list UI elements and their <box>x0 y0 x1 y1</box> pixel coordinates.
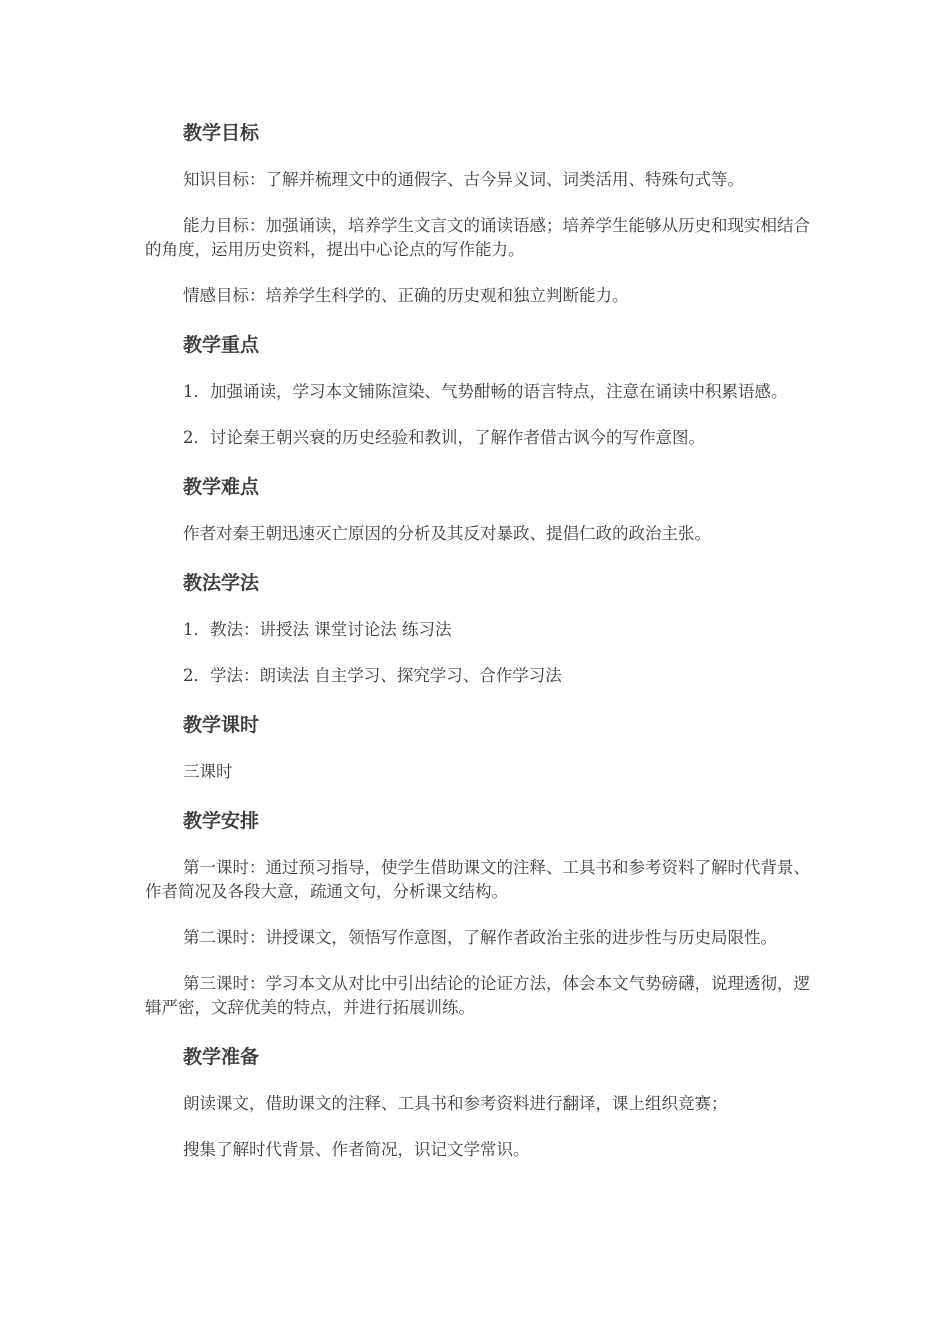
paragraph: 第二课时：讲授课文，领悟写作意图，了解作者政治主张的进步性与历史局限性。 <box>183 928 777 947</box>
section-heading: 教学课时 <box>183 714 260 736</box>
section-teaching-methods <box>145 568 810 688</box>
section-heading: 教学安排 <box>183 810 260 832</box>
section-heading: 教法学法 <box>183 572 260 594</box>
paragraph: 三课时 <box>183 762 233 781</box>
section-teaching-goals <box>145 118 810 308</box>
paragraph: 搜集了解时代背景、作者简况，识记文学常识。 <box>183 1140 530 1159</box>
document-body <box>145 118 810 1184</box>
section-teaching-focus <box>145 330 810 450</box>
paragraph: 第一课时：通过预习指导，使学生借助课文的注释、工具书和参考资料了解时代背景、作者简况及各段大意，疏通文句，分析课文结构。 <box>145 858 810 901</box>
paragraph: 第三课时：学习本文从对比中引出结论的论证方法，体会本文气势磅礴，说理透彻，逻辑严密，文辞优美的特点，并进行拓展训练。 <box>145 974 810 1017</box>
paragraph: 2．学法：朗读法 自主学习、探究学习、合作学习法 <box>183 666 562 685</box>
section-heading: 教学重点 <box>183 334 260 356</box>
paragraph: 情感目标：培养学生科学的、正确的历史观和独立判断能力。 <box>183 286 629 305</box>
section-teaching-difficulty <box>145 472 810 546</box>
paragraph: 能力目标：加强诵读，培养学生文言文的诵读语感；培养学生能够从历史和现实相结合的角度，运用历史资料，提出中心论点的写作能力。 <box>145 216 810 259</box>
section-teaching-schedule <box>145 806 810 1020</box>
section-heading: 教学目标 <box>183 122 260 144</box>
paragraph: 朗读课文，借助课文的注释、工具书和参考资料进行翻译，课上组织竞赛； <box>183 1094 728 1113</box>
paragraph: 2．讨论秦王朝兴衰的历史经验和教训，了解作者借古讽今的写作意图。 <box>183 428 705 447</box>
section-heading: 教学准备 <box>183 1046 260 1068</box>
section-class-hours <box>145 710 810 784</box>
paragraph: 1．加强诵读，学习本文铺陈渲染、气势酣畅的语言特点，注意在诵读中积累语感。 <box>183 382 788 401</box>
paragraph: 作者对秦王朝迅速灭亡原因的分析及其反对暴政、提倡仁政的政治主张。 <box>183 524 711 543</box>
paragraph: 1．教法：讲授法 课堂讨论法 练习法 <box>183 620 452 639</box>
section-heading: 教学难点 <box>183 476 260 498</box>
paragraph: 知识目标：了解并梳理文中的通假字、古今异义词、词类活用、特殊句式等。 <box>183 170 744 189</box>
section-teaching-preparation <box>145 1042 810 1162</box>
